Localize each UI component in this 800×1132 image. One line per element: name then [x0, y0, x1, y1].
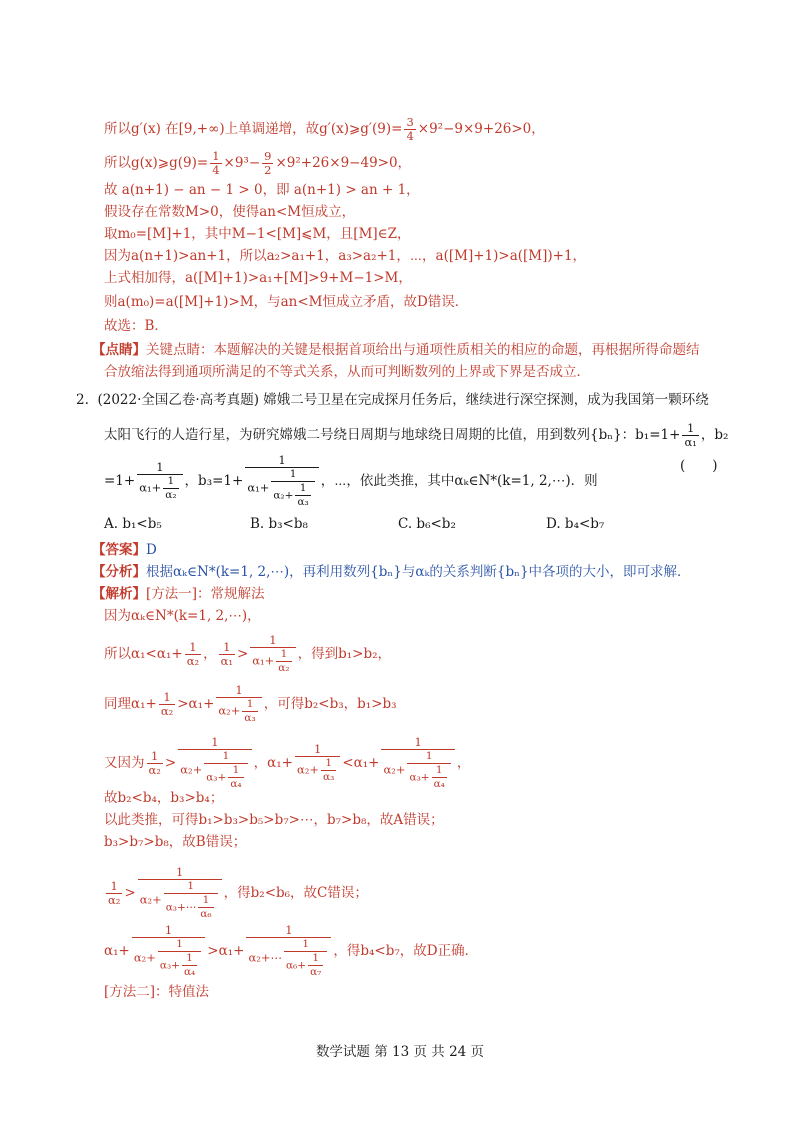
answer-label: 【答案】 — [92, 542, 146, 558]
question-number: 2. — [76, 392, 89, 408]
note-line-2: 合放缩法得到通项所满足的不等式关系，从而可判断数列的上界或下界是否成立． — [104, 364, 590, 380]
solution-label: 【解析】 — [92, 586, 146, 602]
note-line-1: 【点睛】关键点睛：本题解决的关键是根据首项给出与通项性质相关的相应的命题，再根据所得命题结 — [92, 342, 700, 358]
proof-line-6: 因为a(n+1)>an+1，所以a₂>a₁+1，a₃>a₂+1，⋯，a([M]+1)>a([M])+1， — [104, 248, 587, 264]
option-a: A. b₁<b₅ — [104, 516, 162, 532]
solution-line-7: b₃>b₇>b₈，故B错误； — [104, 834, 247, 850]
solution-line-5: 故b₂<b₄，b₃>b₄； — [104, 790, 224, 806]
option-b: B. b₃<b₈ — [250, 516, 308, 532]
solution-line-4: 又因为 $\frac{1}{\text{α₂}}$ > 1 α₂+ 1 α₃+ $\frac{1}{\text{α₄}}$ ，α₁+ 1 α₂+ $\frac{1}{\text{α₃}}$ <α₁+ 1 α₂+ 1 α₃+ $\frac{1}{\text{α₄}}$ ， — [104, 735, 471, 790]
answer-paren: ( ) — [680, 458, 718, 474]
solution-line-2: 所以α₁<α₁+ $\frac{1}{\text{α₂}}$ ， $\frac{1}{\text{α₁}}$ > 1 α₁+ $\frac{1}{\text{α₂}}$ ，得到b₁>b₂， — [104, 633, 392, 674]
solution-line-6: 以此类推，可得b₁>b₃>b₅>b₇>⋯，b₇>b₈，故A错误； — [104, 812, 444, 828]
option-c: C. b₆<b₂ — [398, 516, 456, 532]
solution-line-9: α₁+ 1 α₂+ 1 α₃+ $\frac{1}{\text{α₄}}$ >α₁+ 1 α₂+⋯ 1 α₆+ $\frac{1}{\text{α₇}}$ ，得b₄<b₇，故D正确． — [104, 923, 479, 978]
page-footer: 数学试题 第 13 页 共 24 页 — [315, 1044, 485, 1060]
analysis-line: 【分析】根据αₖ∈N*(k=1, 2,⋯)，再利用数列{bₙ}与αₖ的关系判断{bₙ}中各项的大小，即可求解． — [92, 564, 691, 580]
solution-method-2: [方法二]：特值法 — [104, 984, 210, 1000]
solution-method-1: 【解析】[方法一]：常规解法 — [92, 586, 265, 602]
analysis-label: 【分析】 — [92, 564, 146, 580]
question-line-3: =1+ 1 α₁+ $\frac{1}{\text{α₂}}$ ，b₃=1+ 1 α₁+ 1 α₂+ $\frac{1}{\text{α₃}}$ ，⋯，依此类推，其中αₖ∈N*(k=1, 2,⋯)．则 — [104, 453, 598, 508]
solution-line-1: 因为αₖ∈N*(k=1, 2,⋯)， — [104, 608, 261, 624]
question-line-2: 太阳飞行的人造行星，为研究嫦娥二号绕日周期与地球绕日周期的比值，用到数列{bₙ}：b₁=1+ $\frac{1}{\text{α₁}}$ ，b₂ — [104, 421, 729, 449]
solution-line-8: $\frac{1}{\text{α₂}}$ > 1 α₂+ 1 α₃+⋯ $\frac{1}{\text{α₆}}$ ，得b₂<b₆，故C错误； — [108, 865, 368, 920]
proof-line-3: 故 a(n+1) − an − 1 > 0，即 a(n+1) > an + 1， — [104, 182, 420, 198]
note-label: 【点睛】 — [92, 342, 146, 358]
answer-value: D — [146, 542, 157, 558]
question-source: (2022·全国乙卷·高考真题) — [97, 392, 259, 408]
proof-line-9: 故选：B． — [104, 318, 168, 334]
proof-line-7: 上式相加得，a([M]+1)>a₁+[M]>9+M−1>M， — [104, 270, 412, 286]
answer-line — [92, 540, 157, 560]
proof-line-2: 所以g(x)⩾g(9)= $\frac{1}{4}$ ×9³− $\frac{9}{2}$ ×9²+26×9−49>0， — [104, 149, 412, 177]
proof-line-5: 取m₀=[M]+1，其中M−1<[M]⩽M，且[M]∈Z， — [104, 226, 411, 242]
question-line-1: 2. (2022·全国乙卷·高考真题) 嫦娥二号卫星在完成探月任务后，继续进行深空探测，成为我国第一颗环绕 — [76, 392, 709, 408]
option-d: D. b₄<b₇ — [546, 516, 605, 532]
proof-line-1: 所以g′(x) 在[9,+∞)上单调递增，故g′(x)⩾g′(9)= $\frac{3}{4}$ ×9²−9×9+26>0， — [104, 115, 545, 143]
proof-line-4: 假设存在常数M>0，使得an<M恒成立， — [104, 204, 356, 220]
solution-line-3: 同理α₁+ $\frac{1}{\text{α₂}}$ >α₁+ 1 α₂+ $\frac{1}{\text{α₃}}$ ，可得b₂<b₃，b₁>b₃ — [104, 683, 397, 724]
proof-line-8: 则a(m₀)=a([M]+1)>M，与an<M恒成立矛盾，故D错误． — [104, 294, 469, 310]
